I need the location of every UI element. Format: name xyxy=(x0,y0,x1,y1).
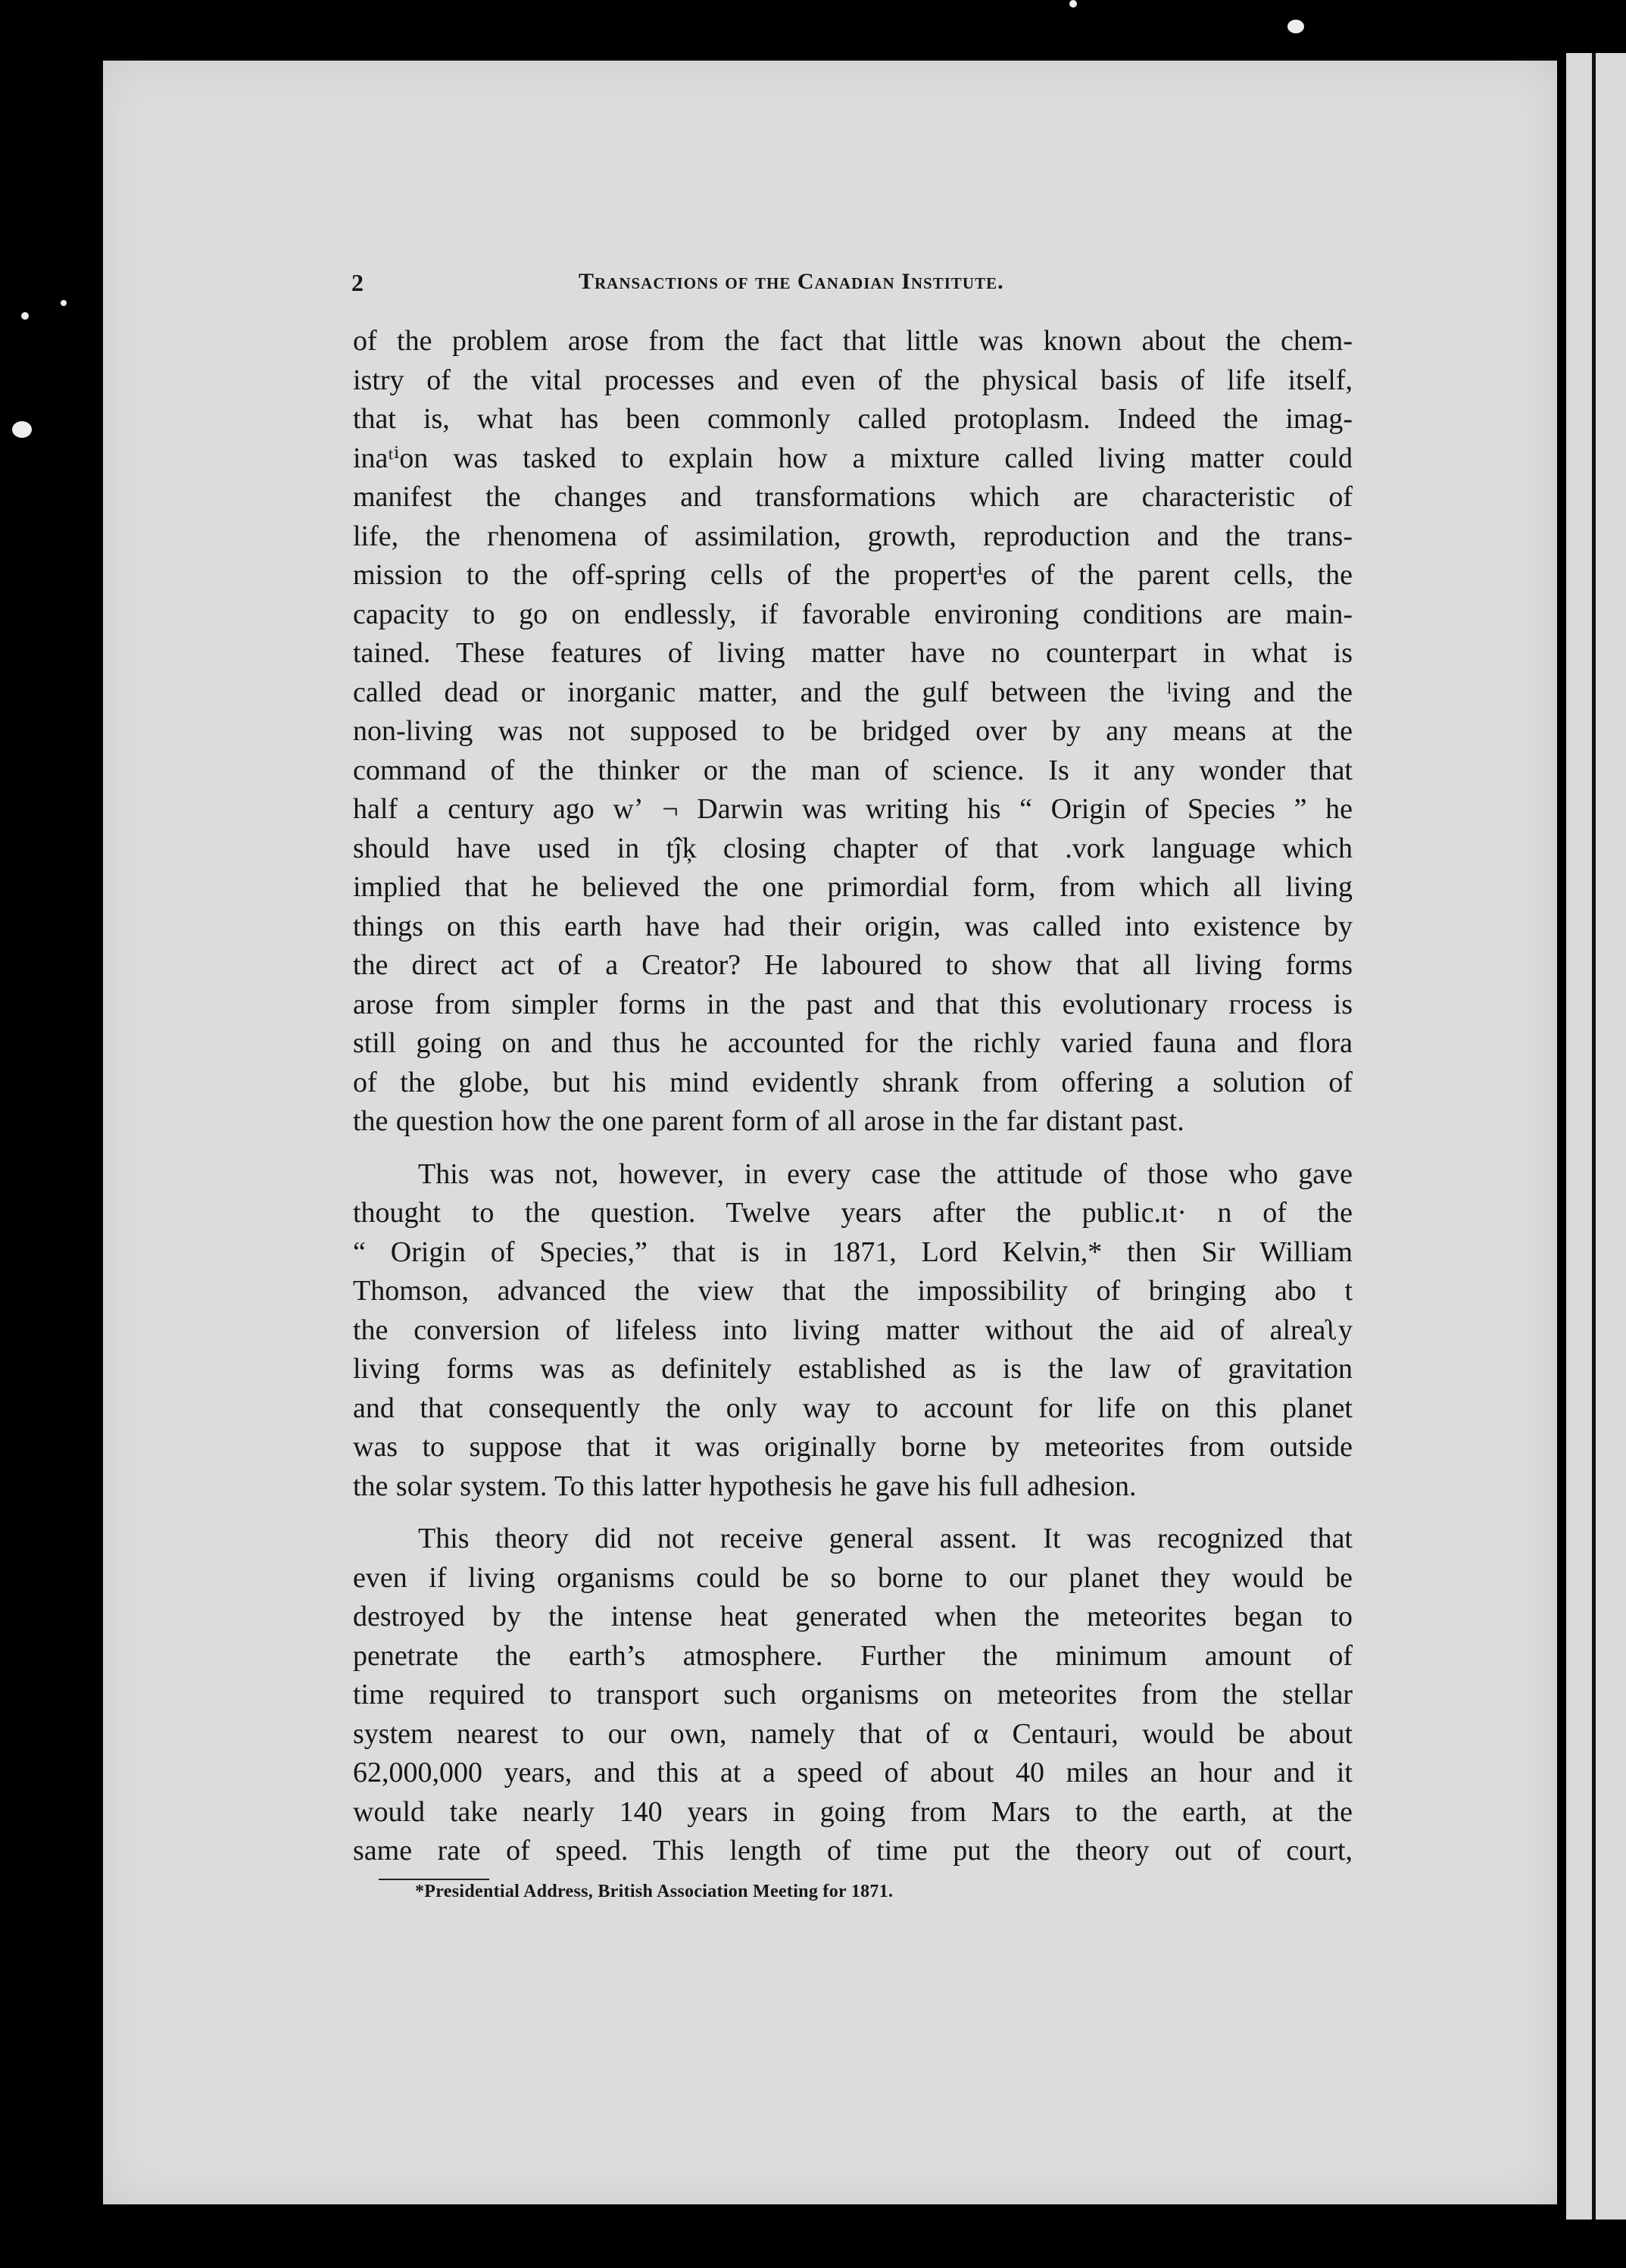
text-line: and that consequently the only way to account for life on this planet xyxy=(353,1392,1353,1424)
page-number: 2 xyxy=(351,269,364,296)
running-head: Transactions of the Canadian Institute. xyxy=(579,269,1004,294)
text-line: the conversion of lifeless into living matter without the aid of alreaʅy xyxy=(353,1314,1353,1346)
text-line: destroyed by the intense heat generated when the meteorites began to xyxy=(353,1601,1353,1632)
text-line: the solar system. To this latter hypothesis he gave his full adhesion. xyxy=(353,1470,1137,1502)
text-line: the question how the one parent form of all arose in the far distant past. xyxy=(353,1105,1184,1137)
scan-speck xyxy=(61,300,67,306)
text-line: arose from simpler forms in the past and that this evolutionary гrocess is xyxy=(353,988,1353,1020)
text-line: command of the thinker or the man of science. Is it any wonder that xyxy=(353,754,1353,786)
body-text xyxy=(353,322,1353,1885)
scan-speck xyxy=(21,312,29,320)
text-line: This theory did not receive general assent. It was recognized that xyxy=(418,1523,1353,1554)
footnote: *Presidential Address, British Association Meeting for 1871. xyxy=(415,1882,894,1901)
text-line: manifest the changes and transformations which are characteristic of xyxy=(353,481,1353,513)
text-line: the direct act of a Creator? He laboured to show that all living forms xyxy=(353,949,1353,981)
text-line: capacity to go on endlessly, if favorable environing conditions are main- xyxy=(353,598,1353,630)
text-line: Thomson, advanced the view that the impossibility of bringing abo t xyxy=(353,1275,1353,1307)
text-line: This was not, however, in every case the attitude of those who gave xyxy=(418,1157,1353,1190)
text-line: of the globe, but his mind evidently shrank from offering a solution of xyxy=(353,1066,1353,1098)
text-line: 62,000,000 years, and this at a speed of about 40 miles an hour and it xyxy=(353,1757,1353,1788)
text-line: implied that he believed the one primordial form, from which all living xyxy=(353,871,1353,903)
text-line: “ Origin of Species,” that is in 1871, Lord Kelvin,* then Sir William xyxy=(353,1236,1353,1268)
paragraph xyxy=(353,1155,1353,1507)
scan-speck xyxy=(1069,0,1077,8)
paragraph xyxy=(353,322,1353,1142)
text-line: things on this earth have had their origin, was called into existence by xyxy=(353,910,1353,942)
text-line: istry of the vital processes and even of the physical basis of life itself, xyxy=(353,364,1353,396)
text-line: mission to the off-spring cells of the propertⁱes of the parent cells, the xyxy=(353,559,1353,591)
scan-speck xyxy=(12,421,32,438)
text-line: system nearest to our own, namely that of α Centauri, would be about xyxy=(353,1717,1353,1750)
text-line: that is, what has been commonly called protoplasm. Indeed the imag- xyxy=(353,403,1353,435)
text-line: penetrate the earth’s atmosphere. Further the minimum amount of xyxy=(353,1639,1353,1672)
text-line: even if living organisms could be so borne to our planet they would be xyxy=(353,1561,1353,1594)
text-line: should have used in tĵķ closing chapter of that .vork language which xyxy=(353,832,1353,864)
paragraph xyxy=(353,1520,1353,1871)
text-line: of the problem arose from the fact that little was known about the chem- xyxy=(353,325,1353,357)
text-line: still going on and thus he accounted for the richly varied fauna and flora xyxy=(353,1027,1353,1059)
page-header xyxy=(351,269,1412,307)
scan-speck xyxy=(1287,20,1304,33)
text-line: was to suppose that it was originally borne by meteorites from outside xyxy=(353,1431,1353,1463)
text-line: tained. These features of living matter have no counterpart in what is xyxy=(353,637,1353,669)
text-line: time required to transport such organisms on meteorites from the stellar xyxy=(353,1679,1353,1710)
text-line: would take nearly 140 years in going from Mars to the earth, at the xyxy=(353,1795,1353,1828)
text-line: thought to the question. Twelve years after the public.ıt· n of the xyxy=(353,1197,1353,1229)
text-line: called dead or inorganic matter, and the gulf between the ˡiving and the xyxy=(353,676,1353,708)
text-line: half a century ago wʼ ¬ Darwin was writing his “ Origin of Species ” he xyxy=(353,793,1353,825)
adjacent-page-edge xyxy=(1566,53,1626,2220)
text-line: living forms was as definitely established as is the law of gravitation xyxy=(353,1353,1353,1385)
text-line: same rate of speed. This length of time put the theory out of court, xyxy=(353,1835,1353,1867)
text-line: life, the гhenomena of assimilation, growth, reproduction and the trans- xyxy=(353,520,1353,552)
footnote-rule xyxy=(379,1879,489,1880)
text-line: non-living was not supposed to be bridged over by any means at the xyxy=(353,715,1353,747)
text-line: inaᵗⁱon was tasked to explain how a mixture called living matter could xyxy=(353,442,1353,474)
page-gutter-line xyxy=(1592,53,1596,2220)
